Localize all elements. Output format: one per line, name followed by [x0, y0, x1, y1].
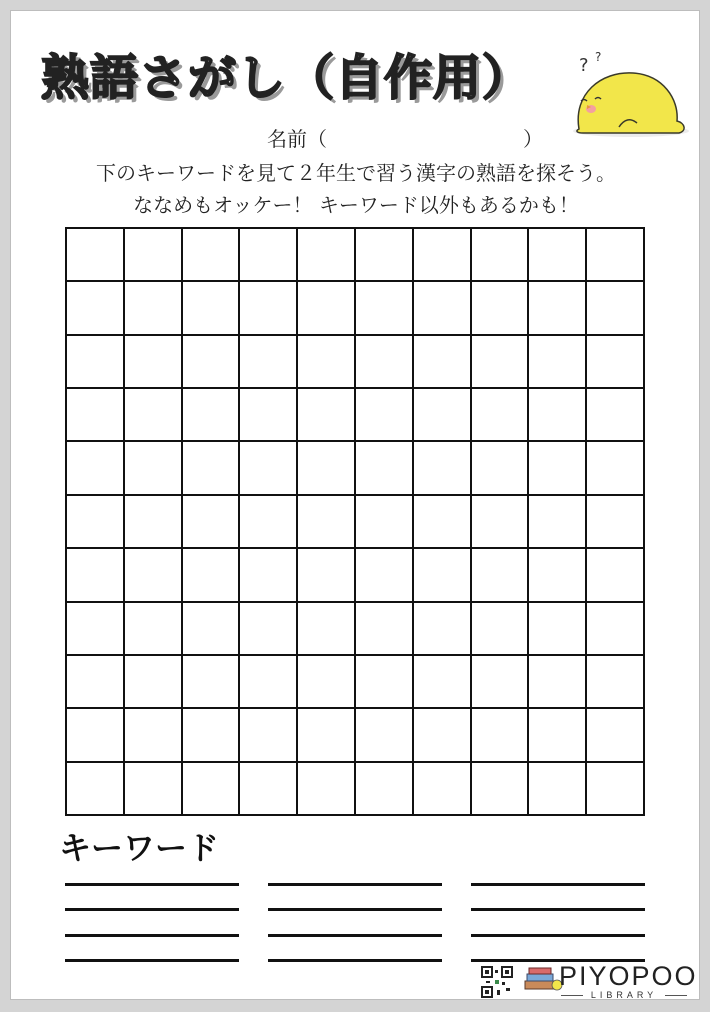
grid-cell[interactable] — [472, 709, 530, 762]
name-label: 名前（ — [267, 127, 327, 151]
keyword-line[interactable] — [471, 908, 645, 911]
grid-cell[interactable] — [183, 389, 241, 442]
grid-cell[interactable] — [587, 336, 645, 389]
grid-cell[interactable] — [67, 389, 125, 442]
grid-cell[interactable] — [67, 549, 125, 602]
grid-cell[interactable] — [472, 763, 530, 816]
grid-cell[interactable] — [298, 496, 356, 549]
grid-cell[interactable] — [67, 603, 125, 656]
grid-cell[interactable] — [125, 282, 183, 335]
grid-cell[interactable] — [587, 603, 645, 656]
grid-cell[interactable] — [472, 496, 530, 549]
grid-cell[interactable] — [67, 496, 125, 549]
grid-cell[interactable] — [67, 709, 125, 762]
keyword-line[interactable] — [268, 934, 442, 937]
grid-cell[interactable] — [298, 763, 356, 816]
grid-cell[interactable] — [472, 229, 530, 282]
grid-cell[interactable] — [240, 549, 298, 602]
grid-cell[interactable] — [356, 763, 414, 816]
grid-cell[interactable] — [414, 282, 472, 335]
grid-cell[interactable] — [587, 656, 645, 709]
keyword-line[interactable] — [268, 883, 442, 886]
grid-cell[interactable] — [125, 229, 183, 282]
grid-cell[interactable] — [472, 603, 530, 656]
grid-cell[interactable] — [472, 389, 530, 442]
svg-text:?: ? — [579, 55, 589, 76]
grid-cell[interactable] — [240, 442, 298, 495]
grid-cell[interactable] — [529, 763, 587, 816]
grid-cell[interactable] — [298, 229, 356, 282]
grid-cell[interactable] — [414, 336, 472, 389]
grid-cell[interactable] — [529, 442, 587, 495]
keyword-heading: キーワード — [59, 829, 220, 867]
grid-cell[interactable] — [529, 496, 587, 549]
qr-code-icon — [481, 966, 513, 998]
grid-cell[interactable] — [298, 389, 356, 442]
grid-cell[interactable] — [356, 656, 414, 709]
grid-cell[interactable] — [356, 549, 414, 602]
brand-logo: PIYOPOO — [559, 961, 698, 991]
name-field[interactable] — [267, 123, 543, 152]
grid-cell[interactable] — [529, 709, 587, 762]
grid-cell[interactable] — [298, 549, 356, 602]
grid-cell[interactable] — [125, 656, 183, 709]
grid-cell[interactable] — [240, 389, 298, 442]
grid-cell[interactable] — [587, 229, 645, 282]
page-title: 熟語さがし（自作用） — [41, 50, 532, 106]
grid-cell[interactable] — [67, 229, 125, 282]
instruction-line-2: ななめもオッケー！ キーワード以外もあるかも！ — [133, 193, 579, 217]
grid-cell[interactable] — [183, 496, 241, 549]
grid-cell[interactable] — [298, 709, 356, 762]
svg-text:?: ? — [595, 50, 602, 64]
brand-subtitle: LIBRARY — [559, 990, 689, 1000]
grid-cell[interactable] — [240, 763, 298, 816]
grid-cell[interactable] — [587, 282, 645, 335]
grid-cell[interactable] — [183, 336, 241, 389]
grid-cell[interactable] — [587, 389, 645, 442]
grid-cell[interactable] — [472, 336, 530, 389]
grid-cell[interactable] — [298, 442, 356, 495]
puzzle-grid — [65, 227, 645, 816]
grid-cell[interactable] — [587, 763, 645, 816]
grid-cell[interactable] — [67, 336, 125, 389]
grid-cell[interactable] — [240, 656, 298, 709]
grid-cell[interactable] — [472, 656, 530, 709]
grid-cell[interactable] — [356, 229, 414, 282]
grid-cell[interactable] — [414, 549, 472, 602]
grid-cell[interactable] — [529, 229, 587, 282]
keyword-line[interactable] — [268, 908, 442, 911]
grid-cell[interactable] — [67, 763, 125, 816]
grid-cell[interactable] — [125, 549, 183, 602]
grid-cell[interactable] — [529, 389, 587, 442]
instruction-line-1: 下のキーワードを見て２年生で習う漢字の熟語を探そう。 — [96, 161, 616, 185]
grid-cell[interactable] — [356, 336, 414, 389]
grid-cell[interactable] — [472, 549, 530, 602]
grid-cell[interactable] — [587, 496, 645, 549]
keyword-line[interactable] — [65, 934, 239, 937]
grid-cell[interactable] — [240, 709, 298, 762]
grid-cell[interactable] — [587, 709, 645, 762]
grid-cell[interactable] — [183, 282, 241, 335]
chick-mascot-icon — [561, 49, 701, 149]
grid-cell[interactable] — [125, 336, 183, 389]
grid-cell[interactable] — [587, 442, 645, 495]
grid-cell[interactable] — [529, 336, 587, 389]
grid-cell[interactable] — [356, 496, 414, 549]
grid-cell[interactable] — [298, 603, 356, 656]
keyword-line[interactable] — [65, 883, 239, 886]
keyword-line[interactable] — [471, 883, 645, 886]
grid-cell[interactable] — [298, 336, 356, 389]
grid-cell[interactable] — [183, 603, 241, 656]
grid-cell[interactable] — [587, 549, 645, 602]
grid-cell[interactable] — [183, 656, 241, 709]
keyword-line[interactable] — [471, 934, 645, 937]
grid-cell[interactable] — [183, 549, 241, 602]
grid-cell[interactable] — [414, 763, 472, 816]
grid-cell[interactable] — [298, 656, 356, 709]
grid-cell[interactable] — [529, 603, 587, 656]
grid-cell[interactable] — [125, 496, 183, 549]
grid-cell[interactable] — [414, 229, 472, 282]
grid-cell[interactable] — [414, 709, 472, 762]
worksheet-page — [10, 10, 700, 1000]
grid-cell[interactable] — [298, 282, 356, 335]
grid-cell[interactable] — [356, 603, 414, 656]
grid-cell[interactable] — [125, 442, 183, 495]
grid-cell[interactable] — [125, 709, 183, 762]
grid-cell[interactable] — [414, 496, 472, 549]
grid-cell[interactable] — [414, 389, 472, 442]
grid-cell[interactable] — [67, 656, 125, 709]
grid-cell[interactable] — [414, 442, 472, 495]
grid-cell[interactable] — [240, 229, 298, 282]
grid-cell[interactable] — [356, 389, 414, 442]
grid-cell[interactable] — [183, 709, 241, 762]
grid-cell[interactable] — [125, 763, 183, 816]
grid-cell[interactable] — [240, 603, 298, 656]
grid-cell[interactable] — [472, 442, 530, 495]
grid-cell[interactable] — [183, 229, 241, 282]
grid-cell[interactable] — [529, 549, 587, 602]
grid-cell[interactable] — [529, 656, 587, 709]
grid-cell[interactable] — [356, 442, 414, 495]
grid-cell[interactable] — [356, 282, 414, 335]
grid-cell[interactable] — [240, 282, 298, 335]
grid-cell[interactable] — [472, 282, 530, 335]
grid-cell[interactable] — [240, 336, 298, 389]
grid-cell[interactable] — [67, 442, 125, 495]
grid-cell[interactable] — [414, 603, 472, 656]
grid-cell[interactable] — [67, 282, 125, 335]
grid-cell[interactable] — [125, 389, 183, 442]
book-stack-icon — [523, 965, 563, 993]
name-close: ） — [523, 127, 543, 151]
grid-cell[interactable] — [529, 282, 587, 335]
grid-cell[interactable] — [183, 763, 241, 816]
keyword-line[interactable] — [65, 959, 239, 962]
grid-cell[interactable] — [356, 709, 414, 762]
keyword-line[interactable] — [65, 908, 239, 911]
keyword-line[interactable] — [268, 959, 442, 962]
grid-cell[interactable] — [183, 442, 241, 495]
grid-cell[interactable] — [125, 603, 183, 656]
grid-cell[interactable] — [414, 656, 472, 709]
grid-cell[interactable] — [240, 496, 298, 549]
